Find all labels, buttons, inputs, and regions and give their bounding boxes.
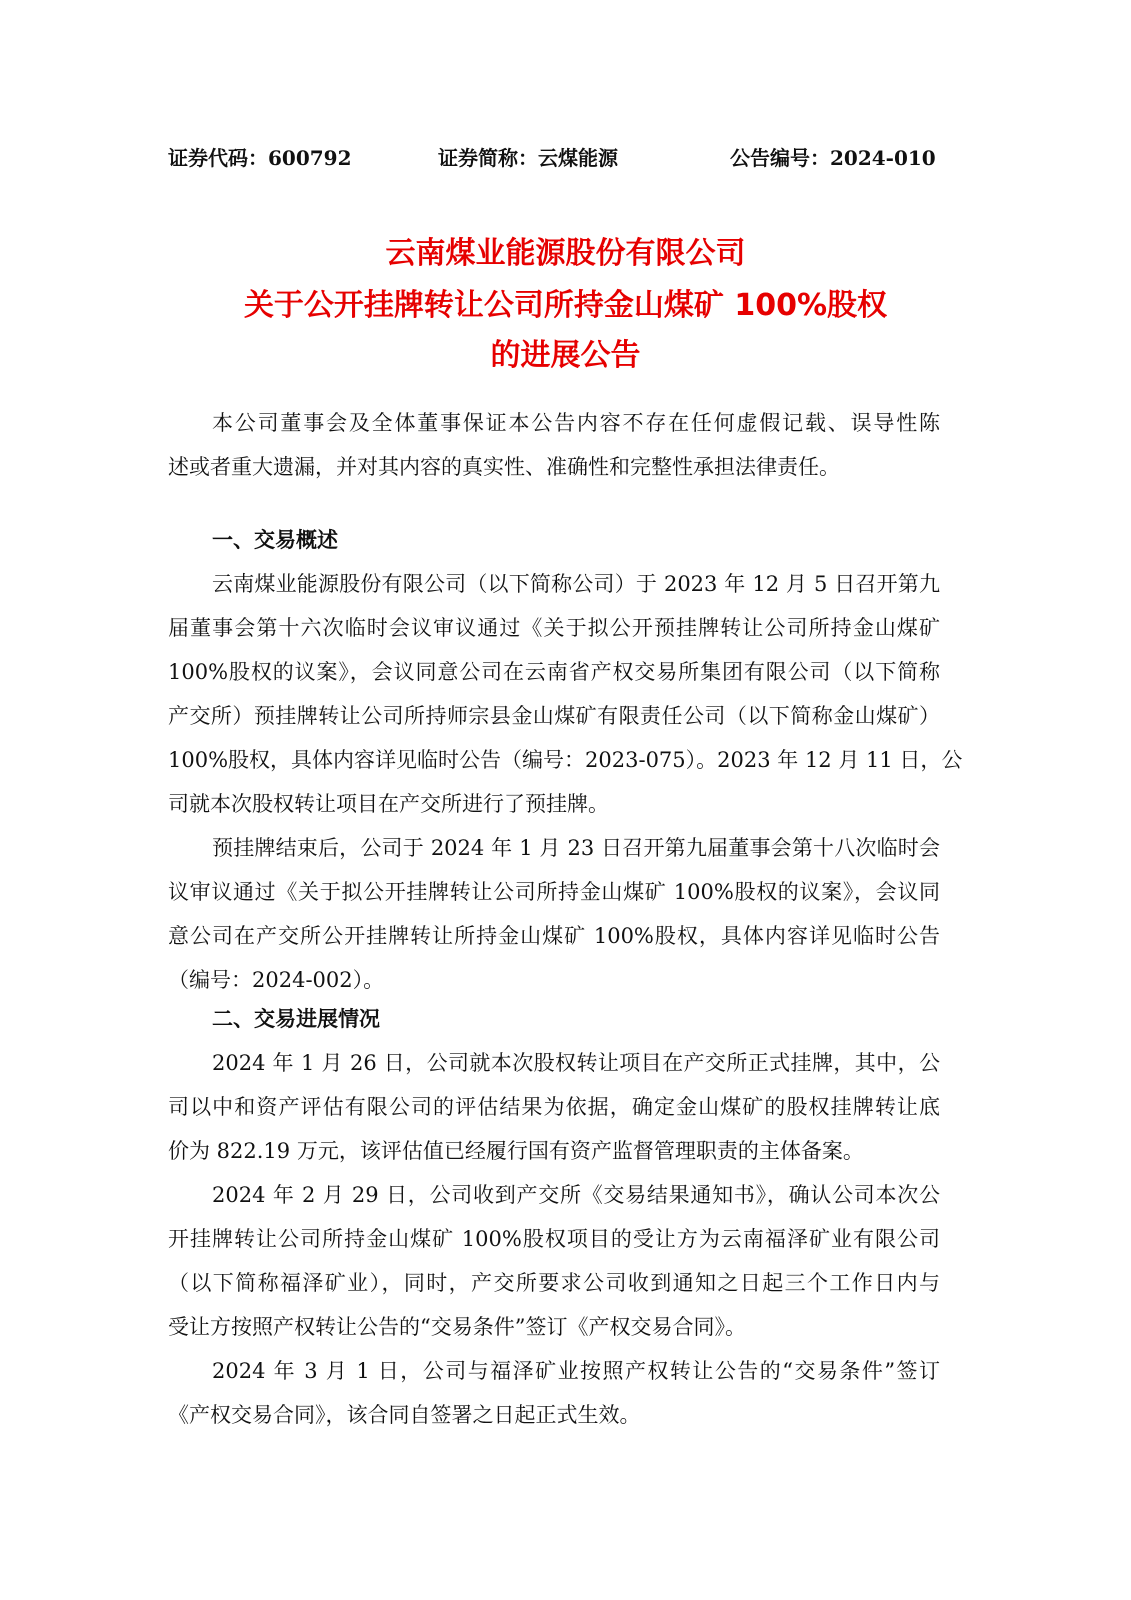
section1 [168, 518, 963, 1002]
section2-paragraph-3 [168, 1349, 940, 1437]
disclaimer [168, 401, 940, 489]
notice-number: 公告编号：2024-010 [730, 146, 936, 170]
security-short-name: 证券简称：云煤能源 [438, 146, 618, 170]
section1-paragraph-1 [168, 562, 963, 826]
text-line: 届董事会第十六次临时会议审议通过《关于拟公开预挂牌转让公司所持金山煤矿 [168, 616, 940, 640]
section1-heading: 一、交易概述 [212, 527, 338, 552]
text-line: 《产权交易合同》，该合同自签署之日起正式生效。 [168, 1403, 641, 1427]
text-line: 开挂牌转让公司所持金山煤矿 100%股权项目的受让方为云南福泽矿业有限公司 [168, 1227, 940, 1251]
section2-heading: 二、交易进展情况 [212, 1006, 380, 1031]
text-line: 云南煤业能源股份有限公司（以下简称公司）于 2023 年 12 月 5 日召开第九 [212, 572, 940, 596]
text-line: 议审议通过《关于拟公开挂牌转让公司所持金山煤矿 100%股权的议案》，会议同 [168, 880, 940, 904]
title-line-1: 云南煤业能源股份有限公司 [385, 236, 746, 271]
text-line: 2024 年 2 月 29 日，公司收到产交所《交易结果通知书》，确认公司本次公 [212, 1183, 940, 1207]
text-line: （编号：2024-002）。 [168, 968, 385, 992]
text-line: 产交所）预挂牌转让公司所持师宗县金山煤矿有限责任公司（以下简称金山煤矿） [168, 704, 940, 728]
section2-paragraph-2 [168, 1173, 940, 1349]
text-line: 受让方按照产权转让公告的“交易条件”签订《产权交易合同》。 [168, 1315, 746, 1339]
text-line: 100%股权的议案》，会议同意公司在云南省产权交易所集团有限公司（以下简称 [168, 660, 940, 684]
section1-paragraph-2 [168, 826, 940, 1002]
text-line: 述或者重大遗漏，并对其内容的真实性、准确性和完整性承担法律责任。 [168, 455, 840, 479]
text-line: 意公司在产交所公开挂牌转让所持金山煤矿 100%股权，具体内容详见临时公告 [168, 924, 940, 948]
text-line: 2024 年 3 月 1 日，公司与福泽矿业按照产权转让公告的“交易条件”签订 [212, 1359, 940, 1383]
text-line: 价为 822.19 万元，该评估值已经履行国有资产监督管理职责的主体备案。 [168, 1139, 864, 1163]
text-line: 本公司董事会及全体董事保证本公告内容不存在任何虚假记载、误导性陈 [212, 411, 940, 435]
title-line-2: 关于公开挂牌转让公司所持金山煤矿 100%股权 [243, 288, 888, 323]
text-line: 司以中和资产评估有限公司的评估结果为依据，确定金山煤矿的股权挂牌转让底 [168, 1095, 940, 1119]
text-line: 预挂牌结束后，公司于 2024 年 1 月 23 日召开第九届董事会第十八次临时会 [212, 836, 940, 860]
title-line-3: 的进展公告 [490, 338, 641, 373]
section2-paragraph-1 [168, 1041, 940, 1173]
text-line: 100%股权，具体内容详见临时公告（编号：2023-075）。2023 年 12 月 11 日，公 [168, 748, 963, 772]
text-line: （以下简称福泽矿业），同时，产交所要求公司收到通知之日起三个工作日内与 [168, 1271, 940, 1295]
security-code: 证券代码：600792 [168, 146, 352, 170]
section2 [168, 997, 940, 1437]
text-line: 司就本次股权转让项目在产交所进行了预挂牌。 [168, 792, 609, 816]
text-line: 2024 年 1 月 26 日，公司就本次股权转让项目在产交所正式挂牌，其中，公 [212, 1051, 940, 1075]
